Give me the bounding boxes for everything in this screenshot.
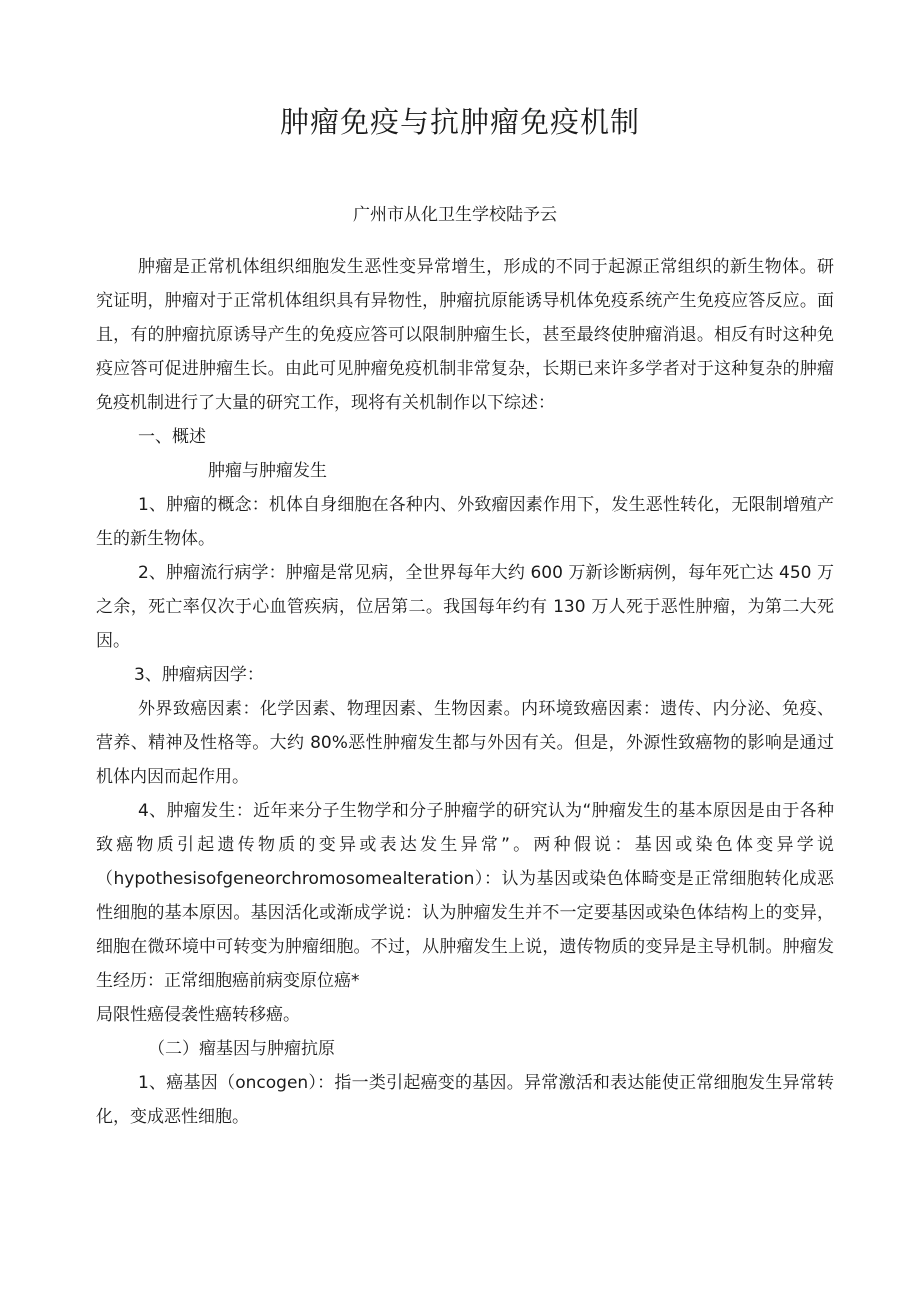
- paragraph-item-4: 4、肿瘤发生：近年来分子生物学和分子肿瘤学的研究认为“肿瘤发生的基本原因是由于各种致癌物质引起遗传物质的变异或表达发生异常”。两种假说：基因或染色体变异学说（hypothesisofgeneorchromosomealteration）：认为基因或染色体畸变是正常细胞转化成恶性细胞的基本原因。基因活化或渐成学说：认为肿瘤发生并不一定要基因或染色体结构上的变异，细胞在微环境中可转变为肿瘤细胞。不过，从肿瘤发生上说，遗传物质的变异是主导机制。肿瘤发生经历：正常细胞癌前病变原位癌*: [96, 801, 834, 991]
- paragraph-intro: 肿瘤是正常机体组织细胞发生恶性变异常增生，形成的不同于起源正常组织的新生物体。研究证明，肿瘤对于正常机体组织具有异物性，肿瘤抗原能诱导机体免疫系统产生免疫应答反应。面且，有的肿瘤抗原诱导产生的免疫应答可以限制肿瘤生长，甚至最终使肿瘤消退。相反有时这种免疫应答可促进肿瘤生长。由此可见肿瘤免疫机制非常复杂，长期已来许多学者对于这种复杂的肿瘤免疫机制进行了大量的研究工作，现将有关机制作以下综述：: [96, 257, 834, 413]
- section-heading-overview: 一、概述: [138, 427, 206, 447]
- subsection-heading-tumor: 肿瘤与肿瘤发生: [208, 461, 327, 481]
- paragraph-item-3-detail: 外界致癌因素：化学因素、物理因素、生物因素。内环境致癌因素：遗传、内分泌、免疫、营养、精神及性格等。大约 80%恶性肿瘤发生都与外因有关。但是，外源性致癌物的影响是通过机体内因而起作用。: [96, 699, 834, 787]
- document-body: [96, 250, 834, 1134]
- paragraph-item-1: 1、肿瘤的概念：机体自身细胞在各种内、外致瘤因素作用下，发生恶性转化，无限制增殖产生的新生物体。: [96, 495, 834, 549]
- subsection-heading-oncogene: （二）瘤基因与肿瘤抗原: [148, 1039, 335, 1059]
- document-author: 广州市从化卫生学校陆予云: [353, 205, 557, 225]
- paragraph-item-3: 3、肿瘤病因学：: [134, 665, 264, 685]
- paragraph-item-4-continued: 局限性癌侵袭性癌转移癌。: [96, 1005, 300, 1025]
- paragraph-item-5: 1、癌基因（oncogen）：指一类引起癌变的基因。异常激活和表达能使正常细胞发生异常转化，变成恶性细胞。: [96, 1073, 834, 1127]
- document-title: 肿瘤免疫与抗肿瘤免疫机制: [279, 105, 640, 139]
- paragraph-item-2: 2、肿瘤流行病学：肿瘤是常见病，全世界每年大约 600 万新诊断病例，每年死亡达 450 万之余，死亡率仅次于心血管疾病，位居第二。我国每年约有 130 万人死于恶性肿瘤，为第二大死因。: [96, 563, 834, 651]
